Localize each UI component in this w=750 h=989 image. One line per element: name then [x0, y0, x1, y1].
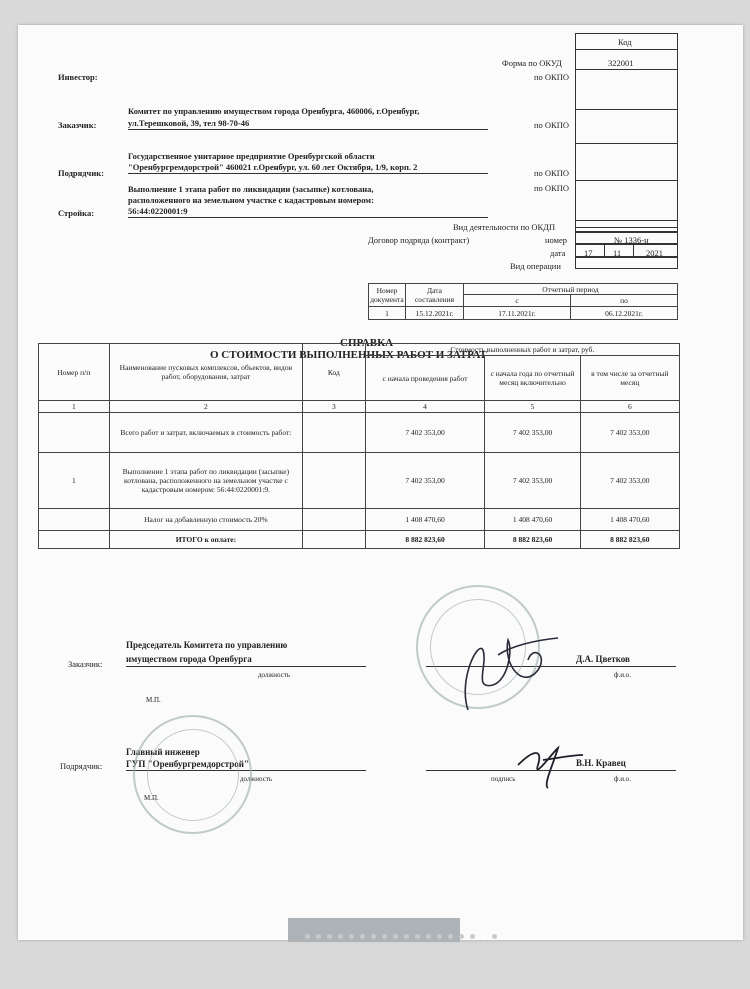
table-row	[39, 509, 680, 531]
doc-number-value: 1	[368, 306, 406, 320]
contractor-label: Подрядчик:	[58, 168, 104, 178]
row4-v5: 8 882 823,60	[485, 531, 580, 549]
col-index-1: 1	[39, 401, 110, 413]
row2-name: Выполнение 1 этапа работ по ликвидации (засыпке) котлована, расположенного на земельном участке с кадастровым номером: 56:44:0220001:9.	[109, 453, 303, 509]
row2-num: 1	[39, 453, 110, 509]
contractor-signature	[513, 740, 588, 790]
contractor-stamp	[133, 715, 252, 834]
customer-line1: Комитет по управлению имуществом города Оренбурга, 460006, г.Оренбург,	[128, 106, 420, 116]
forma-okud-label: Форма по ОКУД	[502, 58, 562, 68]
table-row	[39, 413, 680, 453]
row4-v6: 8 882 823,60	[580, 531, 679, 549]
period-to-value: 06.12.2021г.	[570, 306, 678, 320]
okpo-label-1: по ОКПО	[534, 72, 570, 82]
mp-caption-1: М.П.	[146, 696, 161, 704]
table-row	[39, 453, 680, 509]
col6-header: в том числе за отчетный месяц	[580, 356, 679, 401]
dolzhnost-caption-2: должность	[240, 775, 273, 783]
row4-name: ИТОГО к оплате:	[109, 531, 303, 549]
row3-v5: 1 408 470,60	[485, 509, 580, 531]
col-index-2: 2	[109, 401, 303, 413]
title-line2: О СТОИМОСТИ ВЫПОЛНЕННЫХ РАБОТ И ЗАТРАТ	[210, 349, 487, 361]
row1-v5: 7 402 353,00	[485, 413, 580, 453]
customer-name: Д.А. Цветков	[576, 654, 630, 664]
site-line2: расположенного на земельном участке с кадастровым номером:	[128, 195, 374, 205]
okpo-label-3: по ОКПО	[534, 168, 570, 178]
site-line1: Выполнение 1 этапа работ по ликвидации (засыпке) котлована,	[128, 184, 374, 194]
col5-header: с начала года по отчетный месяц включительно	[485, 356, 580, 401]
podpis-caption: подпись	[491, 775, 516, 783]
row1-v4: 7 402 353,00	[365, 413, 485, 453]
customer-label: Заказчик:	[58, 120, 97, 130]
table-row	[39, 531, 680, 549]
customer-line2: ул.Терешковой, 39, тел 98-70-46	[128, 118, 250, 128]
fio-caption-2: ф.и.о.	[614, 775, 632, 783]
contract-label: Договор подряда (контракт)	[368, 235, 470, 245]
fio-caption-1: ф.и.о.	[614, 671, 632, 679]
contractor-name: В.Н. Кравец	[576, 758, 626, 768]
okud-value: 322001	[608, 58, 634, 68]
okpo-label-4: по ОКПО	[534, 183, 570, 193]
kod-header: Код	[618, 37, 632, 47]
col-code-header: Код	[303, 344, 365, 401]
col-index-3: 3	[303, 401, 365, 413]
contractor-position-1: Главный инженер	[126, 747, 200, 757]
row4-v4: 8 882 823,60	[365, 531, 485, 549]
col-name-header: Наименование пусковых комплексов, объектов, видов работ, оборудования, затрат	[109, 344, 303, 401]
col4-header: с начала проведения работ	[365, 356, 485, 401]
contract-year: 2021	[646, 248, 663, 258]
contract-month: 11	[613, 248, 622, 258]
cost-table	[38, 343, 680, 549]
page-indicator[interactable]	[305, 934, 497, 939]
site-line3: 56:44:0220001:9	[128, 206, 188, 216]
sign-contractor-label: Подрядчик:	[60, 761, 103, 771]
period-from-value: 17.11.2021г.	[463, 306, 571, 320]
row1-v6: 7 402 353,00	[580, 413, 679, 453]
col-num-header: Номер п/п	[39, 344, 110, 401]
row2-v6: 7 402 353,00	[580, 453, 679, 509]
customer-position-1: Председатель Комитета по управлению	[126, 640, 288, 650]
row1-name: Всего работ и затрат, включаемых в стоимость работ:	[109, 413, 303, 453]
col-cost-header: Стоимость выполненных работ и затрат, руб.	[365, 344, 679, 356]
period-header: Отчетный период	[463, 283, 678, 295]
col-index-4: 4	[365, 401, 485, 413]
row3-name: Налог на добавленную стоимость 20%	[109, 509, 303, 531]
row3-v4: 1 408 470,60	[365, 509, 485, 531]
doc-date-value: 15.12.2021г.	[405, 306, 464, 320]
contractor-line1: Государственное унитарное предприятие Оренбургской области	[128, 151, 375, 161]
contractor-position-2: ГУП "Оренбургремдорстрой"	[126, 759, 249, 769]
contractor-line2: "Оренбургремдорстрой" 460021 г.Оренбург, ул. 60 лет Октября, 1/9, корп. 2	[128, 162, 418, 172]
row3-v6: 1 408 470,60	[580, 509, 679, 531]
customer-position-2: имуществом города Оренбурга	[126, 654, 252, 664]
okdp-label: Вид деятельности по ОКДП	[453, 222, 556, 232]
customer-signature	[438, 610, 568, 720]
period-from-header: с	[463, 294, 571, 307]
doc-date-header: Дата составления	[405, 283, 464, 307]
okpo-label-2: по ОКПО	[534, 120, 570, 130]
title-line1: СПРАВКА	[340, 337, 394, 349]
nomer-label: номер	[545, 235, 568, 245]
site-label: Стройка:	[58, 208, 95, 218]
row2-v5: 7 402 353,00	[485, 453, 580, 509]
contract-day: 17	[584, 248, 593, 258]
row2-v4: 7 402 353,00	[365, 453, 485, 509]
col-index-6: 6	[580, 401, 679, 413]
investor-label: Инвестор:	[58, 72, 98, 82]
sign-customer-label: Заказчик:	[68, 659, 103, 669]
dolzhnost-caption-1: должность	[258, 671, 291, 679]
mp-caption-2: М.П.	[144, 794, 159, 802]
col-index-5: 5	[485, 401, 580, 413]
data-label: дата	[550, 248, 566, 258]
period-to-header: по	[570, 294, 678, 307]
contract-number: № 1336-н	[614, 235, 649, 245]
operation-label: Вид операции	[510, 261, 561, 271]
doc-number-header: Номер документа	[368, 283, 406, 307]
